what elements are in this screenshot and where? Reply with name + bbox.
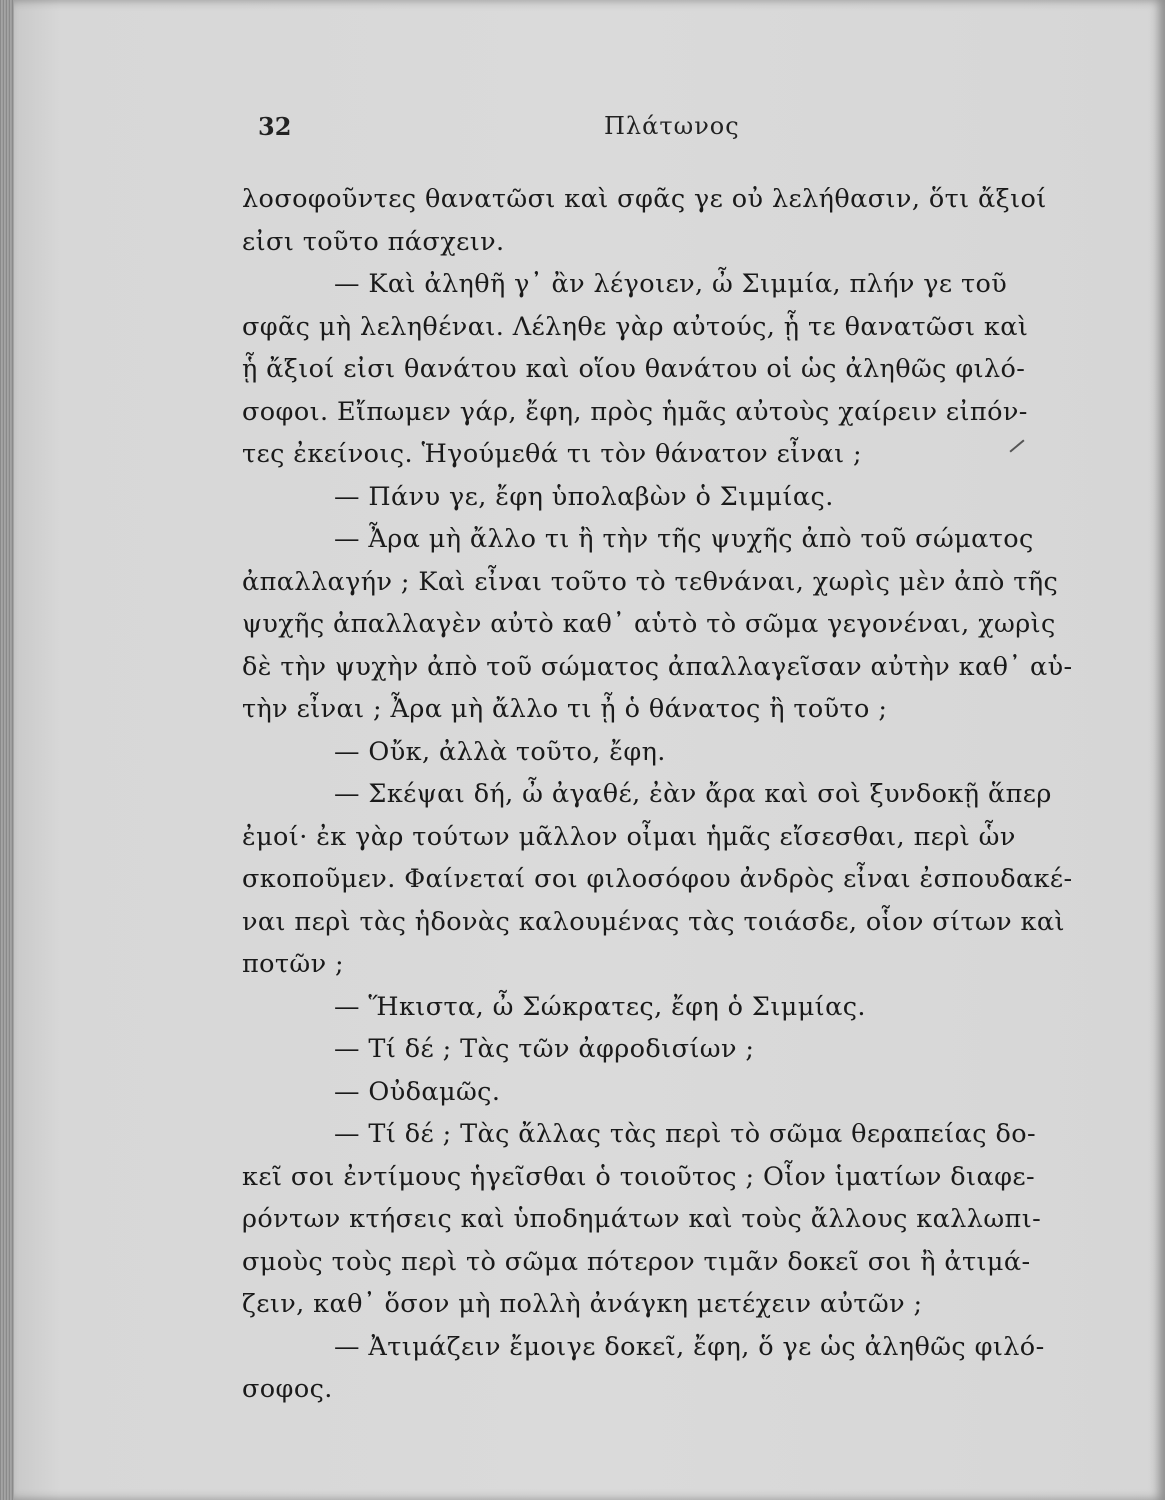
text-line: ζειν, καθ᾽ ὅσον μὴ πολλὴ ἀνάγκη μετέχειν αὐτῶν ; (242, 1289, 923, 1319)
text-line: — Οὐδαμῶς. (334, 1076, 501, 1107)
text-line: τες ἐκείνοις. Ἡγούμεθά τι τὸν θάνατον εἶναι ; (242, 439, 863, 469)
text-line: σκοποῦμεν. Φαίνεταί σοι φιλοσόφου ἀνδρὸς εἶναι ἐσπουδακέ- (242, 864, 1073, 894)
text-line: ρόντων κτήσεις καὶ ὑποδημάτων καὶ τοὺς ἄλλους καλλωπι- (242, 1204, 1042, 1234)
text-line: σοφοι. Εἴπωμεν γάρ, ἔφη, πρὸς ἡμᾶς αὐτοὺς χαίρειν εἰπόν- (242, 396, 1028, 427)
text-line: κεῖ σοι ἐντίμους ἡγεῖσθαι ὁ τοιοῦτος ; Οἷον ἱματίων διαφε- (242, 1161, 1035, 1192)
page-header (14, 112, 1165, 152)
text-line: ἀπαλλαγήν ; Καὶ εἶναι τοῦτο τὸ τεθνάναι, χωρὶς μὲν ἀπὸ τῆς (242, 566, 1059, 597)
page-stack-edge (0, 0, 14, 1500)
text-line: — Τί δέ ; Τὰς ἄλλας τὰς περὶ τὸ σῶμα θεραπείας δο- (334, 1119, 1036, 1149)
text-line: δὲ τὴν ψυχὴν ἀπὸ τοῦ σώματος ἀπαλλαγεῖσαν αὐτὴν καθ᾽ αὑ- (242, 651, 1073, 682)
text-line: — Οὔκ, ἀλλὰ τοῦτο, ἔφη. (334, 736, 666, 767)
text-line: σφᾶς μὴ λεληθέναι. Λέληθε γὰρ αὐτούς, ᾗ τε θανατῶσι καὶ (242, 311, 1029, 342)
text-line: εἰσι τοῦτο πάσχειν. (242, 226, 505, 257)
text-line: ἐμοί· ἐκ γὰρ τούτων μᾶλλον οἶμαι ἡμᾶς εἴσεσθαι, περὶ ὧν (242, 821, 1016, 852)
text-line: — Ἆρα μὴ ἄλλο τι ἢ τὴν τῆς ψυχῆς ἀπὸ τοῦ σώματος (334, 524, 1034, 554)
text-line: — Ἀτιμάζειν ἔμοιγε δοκεῖ, ἔφη, ὅ γε ὡς ἀληθῶς φιλό- (334, 1331, 1045, 1362)
text-line: — Τί δέ ; Τὰς τῶν ἀφροδισίων ; (334, 1034, 755, 1064)
text-line: — Ἥκιστα, ὦ Σώκρατες, ἔφη ὁ Σιμμίας. (334, 991, 866, 1022)
text-line: — Πάνυ γε, ἔφη ὑπολαβὼν ὁ Σιμμίας. (334, 481, 834, 512)
text-line: σοφος. (242, 1374, 333, 1404)
text-line: τὴν εἶναι ; Ἆρα μὴ ἄλλο τι ᾖ ὁ θάνατος ἢ τοῦτο ; (242, 694, 888, 724)
text-line: ψυχῆς ἀπαλλαγὲν αὐτὸ καθ᾽ αὑτὸ τὸ σῶμα γεγονέναι, χωρὶς (242, 609, 1056, 639)
text-line: σμοὺς τοὺς περὶ τὸ σῶμα πότερον τιμᾶν δοκεῖ σοι ἢ ἀτιμά- (242, 1246, 1031, 1277)
book-page (14, 0, 1165, 1500)
text-line: ναι περὶ τὰς ἡδονὰς καλουμένας τὰς τοιάσδε, οἷον σίτων καὶ (242, 906, 1065, 937)
text-line: — Καὶ ἀληθῆ γ᾽ ἂν λέγοιεν, ὦ Σιμμία, πλήν γε τοῦ (334, 269, 1008, 299)
text-line: ποτῶν ; (242, 949, 345, 979)
text-line: ᾗ ἄξιοί εἰσι θανάτου καὶ οἵου θανάτου οἱ ὡς ἀληθῶς φιλό- (242, 354, 1026, 384)
text-line: — Σκέψαι δή, ὦ ἀγαθέ, ἐὰν ἄρα καὶ σοὶ ξυνδοκῇ ἅπερ (334, 779, 1052, 809)
body-text (242, 178, 1165, 1411)
page-number: 32 (258, 112, 292, 141)
running-head: Πλάτωνος (604, 112, 740, 140)
text-line: λοσοφοῦντες θανατῶσι καὶ σφᾶς γε οὐ λελήθασιν, ὅτι ἄξιοί (242, 184, 1047, 214)
